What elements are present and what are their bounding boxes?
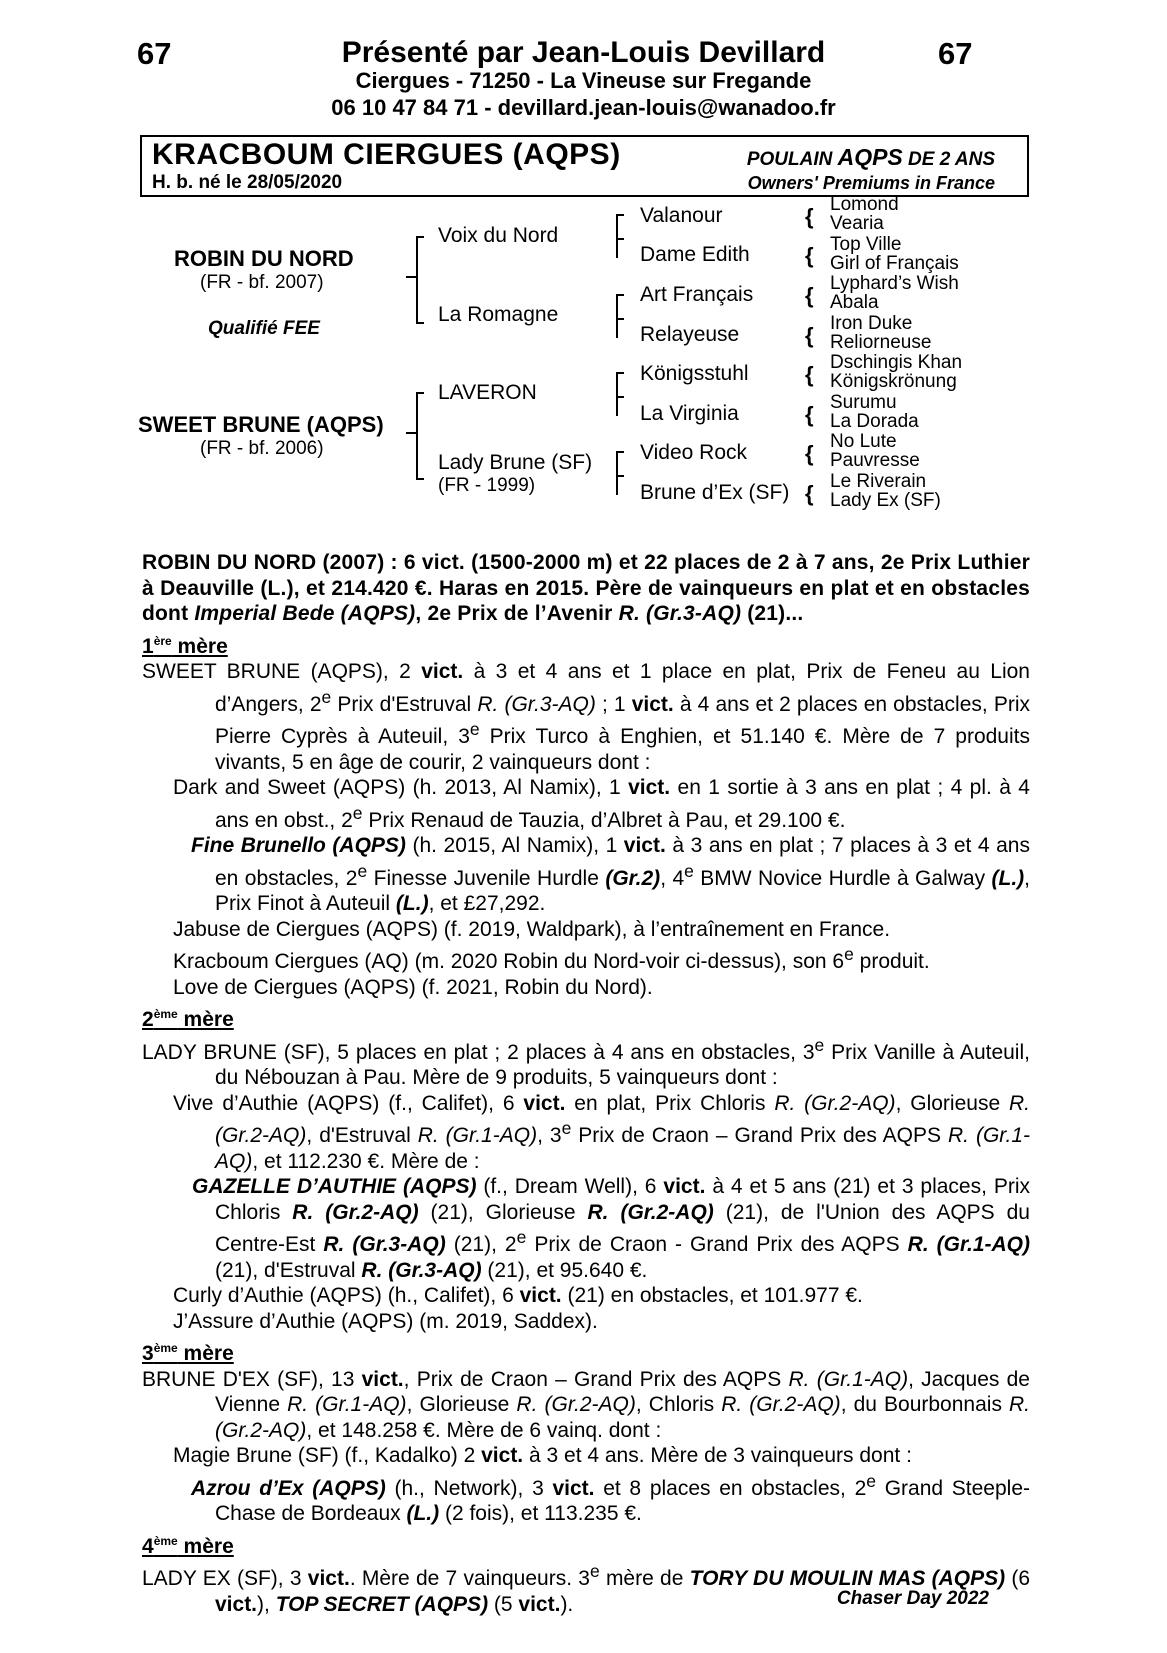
gen3-item: Valanour (640, 204, 723, 227)
sire-brace-tick (406, 276, 416, 278)
seller-contact: 06 10 47 84 71 - devillard.jean-louis@wanadoo.fr (331, 95, 836, 120)
gen3-item: La Virginia (640, 402, 739, 425)
gen4-brace: { (805, 323, 814, 348)
gen2-item: Lady Brune (SF) (438, 451, 593, 474)
gen4-item: Iron Duke (830, 313, 913, 334)
gen4-item: Surumu (830, 392, 897, 413)
horse-name: KRACBOUM CIERGUES (AQPS) (152, 138, 621, 171)
gen4-item: Lyphard’s Wish (830, 273, 959, 294)
section-heading-3: 3ème mère (142, 1341, 234, 1365)
sire-detail: (FR - bf. 2007) (200, 272, 324, 293)
gen3-item: Brune d’Ex (SF) (640, 481, 790, 504)
grand-produce-entry: Azrou d’Ex (AQPS) (h., Network), 3 vict. et 8 places en obstacles, 2e Grand Steeple-Chase de Bordeaux (L.) (2 fois), et 113.235 €. (191, 1470, 1030, 1525)
gen3-item: Art Français (640, 283, 754, 306)
section-heading-4: 4ème mère (142, 1533, 234, 1558)
produce-entry: Jabuse de Ciergues (AQPS) (f. 2019, Waldpark), à l’entraînement en France. (173, 917, 891, 941)
section-heading-2: 2ème mère (142, 1007, 234, 1031)
gen3-item: Relayeuse (640, 323, 740, 346)
dam-detail: (FR - bf. 2006) (200, 438, 324, 459)
grand-produce-entry: GAZELLE D’AUTHIE (AQPS) (f., Dream Well), 6 vict. à 4 et 5 ans (21) et 3 places, Prix Chloris R. (Gr.2-AQ) (21), Glorieuse R. (Gr.2-AQ) (21), de l'Union des AQPS du Centre-Est R. (Gr.3-AQ) (21), 2e Prix de Craon - Grand Prix des AQPS R. (Gr.1-AQ) (21), d'Estruval R. (Gr.3-AQ) (21), et 95.640 €. (192, 1175, 1030, 1282)
dam-entry: BRUNE D'EX (SF), 13 vict., Prix de Craon – Grand Prix des AQPS R. (Gr.1-AQ), Jacques de Vienne R. (Gr.1-AQ), Glorieuse R. (Gr.2-AQ), Chloris R. (Gr.2-AQ), du Bourbonnais R. (Gr.2-AQ), et 148.258 €. Mère de 6 vainq. dont : (142, 1367, 1031, 1442)
gen4-item: Lady Ex (SF) (830, 490, 941, 511)
gen4-item: Le Riverain (830, 471, 927, 492)
dam-brace (416, 392, 424, 480)
lot-number-right: 67 (938, 36, 973, 71)
horse-birth: H. b. né le 28/05/2020 (152, 172, 343, 193)
sire-name: ROBIN DU NORD (174, 246, 354, 271)
sire-brace (416, 236, 424, 324)
catalogue-text (142, 550, 1030, 1617)
produce-entry: J’Assure d’Authie (AQPS) (m. 2019, Saddex). (173, 1309, 598, 1333)
gen4-brace: { (805, 441, 814, 466)
lot-number-left: 67 (137, 36, 172, 71)
sire-summary: ROBIN DU NORD (2007) : 6 vict. (1500-2000 m) et 22 places de 2 à 7 ans, 2e Prix Luthier à Deauville (L.), et 214.420 €. Haras en 2015. Père de vainqueurs en plat et en obstacles dont Imperial Bede (AQPS), 2e Prix de l’Avenir R. (Gr.3-AQ) (21)... (142, 551, 1030, 625)
dam-brace-tick (406, 432, 416, 434)
dam-entry: LADY BRUNE (SF), 5 places en plat ; 2 places à 4 ans en obstacles, 3e Prix Vanille à Auteuil, du Nébouzan à Pau. Mère de 9 produits, 5 vainqueurs dont : (142, 1034, 1030, 1089)
gen4-item: Pauvresse (830, 450, 920, 471)
gen4-item: Abala (830, 292, 879, 313)
gen3-item: Königsstuhl (640, 362, 749, 385)
produce-entry: Curly d’Authie (AQPS) (h., Califet), 6 vict. (21) en obstacles, et 101.977 €. (173, 1284, 863, 1307)
gen4-brace: { (805, 243, 814, 268)
gen4-brace: { (805, 362, 814, 387)
produce-entry: Kracboum Ciergues (AQ) (m. 2020 Robin du Nord-voir ci-dessus), son 6e produit. (173, 944, 930, 973)
gen3-item: Dame Edith (640, 243, 750, 266)
gen4-item: Lomond (830, 194, 899, 215)
gen2-extra: (FR - 1999) (438, 475, 536, 496)
gen4-brace: { (805, 283, 814, 308)
section-heading-1: 1ère mère (142, 633, 228, 658)
gen4-item: Dschingis Khan (830, 352, 963, 373)
gen4-brace: { (805, 481, 814, 506)
gen2-item: La Romagne (438, 303, 559, 326)
owners-premiums: Owners' Premiums in France (747, 173, 995, 193)
page-title: Présenté par Jean-Louis Devillard (341, 36, 826, 69)
dam-name: SWEET BRUNE (AQPS) (138, 412, 384, 437)
gen4-item: Vearia (830, 213, 884, 234)
gen2-brace-ext (616, 236, 618, 258)
dam-entry: LADY EX (SF), 3 vict.. Mère de 7 vainqueurs. 3e mère de TORY DU MOULIN MAS (AQPS) (6 vict.), TOP SECRET (AQPS) (5 vict.). (142, 1561, 1031, 1616)
gen4-item: No Lute (830, 431, 897, 452)
produce-entry: Fine Brunello (AQPS) (h. 2015, Al Namix), 1 vict. à 3 ans en plat ; 7 places à 3 et 4 ans en obstacles, 2e Finesse Juvenile Hurdle (Gr.2), 4e BMW Novice Hurdle à Galway (L.), Prix Finot à Auteuil (L.), et £27,292. (191, 834, 1030, 915)
gen4-brace: { (805, 204, 814, 229)
gen2-item: LAVERON (438, 381, 537, 404)
gen4-item: Top Ville (830, 234, 902, 255)
gen2-item: Voix du Nord (438, 224, 559, 247)
seller-address: Ciergues - 71250 - La Vineuse sur Fregande (355, 68, 812, 93)
footer-event: Chaser Day 2022 (836, 1588, 989, 1609)
produce-entry: Love de Ciergues (AQPS) (f. 2021, Robin du Nord). (173, 975, 653, 999)
sire-note: Qualifié FEE (208, 318, 320, 339)
gen2-brace-ext (616, 394, 618, 416)
gen2-brace-ext (616, 316, 618, 338)
dam-entry: SWEET BRUNE (AQPS), 2 vict. à 3 et 4 ans et 1 place en plat, Prix de Feneu au Lion d’Angers, 2e Prix d'Estruval R. (Gr.3-AQ) ; 1 vict. à 4 ans et 2 places en obstacles, Prix Pierre Cyprès à Auteuil, 3e Prix Turco à Enghien, et 51.140 €. Mère de 7 produits vivants, 5 en âge de courir, 2 vainqueurs dont : (142, 660, 1031, 774)
gen3-item: Video Rock (640, 441, 748, 464)
produce-entry: Magie Brune (SF) (f., Kadalko) 2 vict. à 3 et 4 ans. Mère de 3 vainqueurs dont : (173, 1444, 912, 1467)
gen4-item: Girl of Français (830, 253, 959, 274)
gen4-brace: { (805, 402, 814, 427)
horse-sex-age: POULAIN AQPS DE 2 ANS (746, 144, 995, 170)
gen4-item: Königskrönung (830, 371, 957, 392)
gen4-item: La Dorada (830, 411, 919, 432)
gen4-item: Reliorneuse (830, 332, 932, 353)
produce-entry: Dark and Sweet (AQPS) (h. 2013, Al Namix), 1 vict. en 1 sortie à 3 ans en plat ; 4 pl. à 4 ans en obst., 2e Prix Renaud de Tauzia, d’Albret à Pau, et 29.100 €. (173, 776, 1030, 832)
produce-entry: Vive d’Authie (AQPS) (f., Califet), 6 vict. en plat, Prix Chloris R. (Gr.2-AQ), Glorieuse R. (Gr.2-AQ), d'Estruval R. (Gr.1-AQ), 3e Prix de Craon – Grand Prix des AQPS R. (Gr.1-AQ), et 112.230 €. Mère de : (173, 1091, 1030, 1173)
gen2-brace-ext (616, 473, 618, 495)
